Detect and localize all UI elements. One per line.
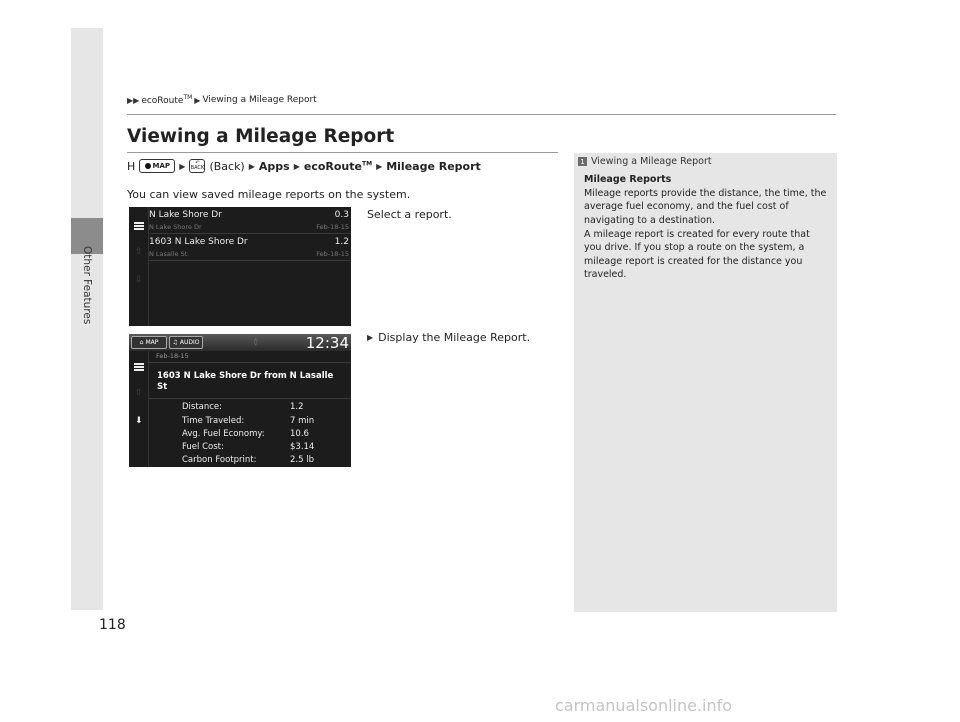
page-number: 118 bbox=[99, 617, 126, 633]
report-row[interactable]: 1603 N Lake Shore Dr N Lasalle St 1.2 Feb-18-15 bbox=[149, 234, 351, 261]
divider bbox=[149, 362, 351, 363]
note-heading: 1 Viewing a Mileage Report bbox=[578, 156, 712, 167]
stat-value: 2.5 lb bbox=[290, 455, 314, 465]
left-rail bbox=[129, 207, 149, 326]
report-date: Feb-18-15 bbox=[156, 352, 189, 360]
left-rail bbox=[129, 351, 149, 467]
scroll-down-icon[interactable]: ⬇ bbox=[135, 416, 143, 426]
back-button-icon: ↶ BACK bbox=[190, 160, 205, 171]
arrow-icon: ▶ bbox=[367, 333, 374, 342]
scroll-down-icon: ⇩ bbox=[135, 275, 143, 285]
stat-value: 1.2 bbox=[290, 402, 304, 412]
back-text: (Back) bbox=[209, 159, 245, 173]
stat-label: Time Traveled: bbox=[182, 416, 245, 426]
mileage-report-label: Mileage Report bbox=[386, 159, 481, 173]
map-button[interactable]: ⌂ MAP bbox=[131, 336, 167, 349]
scroll-up-icon: ⇧ bbox=[135, 388, 143, 398]
menu-icon[interactable] bbox=[134, 363, 144, 371]
arrow-icon: ▶ bbox=[248, 161, 255, 171]
stat-label: Fuel Cost: bbox=[182, 442, 224, 452]
home-icon: H bbox=[127, 159, 136, 173]
note-number: 1 bbox=[578, 157, 587, 166]
breadcrumb-part2: Viewing a Mileage Report bbox=[202, 95, 317, 105]
stat-value: 10.6 bbox=[290, 429, 309, 439]
report-title: 1603 N Lake Shore Dr from N Lasalle St bbox=[157, 371, 334, 392]
stat-label: Avg. Fuel Economy: bbox=[182, 429, 265, 439]
nav-path bbox=[127, 158, 481, 174]
intro-text: You can view saved mileage reports on the system. bbox=[127, 188, 411, 201]
divider bbox=[149, 398, 351, 399]
arrow-icon: ▶ bbox=[376, 161, 383, 171]
breadcrumb-arrow-icon: ▶▶ bbox=[127, 95, 140, 105]
arrow-icon: ▶ bbox=[179, 161, 186, 171]
scroll-up-icon: ⇧ bbox=[135, 247, 143, 257]
note-paragraph-2: A mileage report is created for every route that you drive. If you stop a route on the system, a mileage report is created for the distance you traveled. bbox=[584, 229, 810, 281]
top-bar bbox=[129, 334, 351, 351]
step-select-report: Select a report. bbox=[367, 208, 452, 221]
breadcrumb-arrow-icon: ▶ bbox=[194, 95, 201, 105]
note-paragraph-1: Mileage reports provide the distance, the time, the average fuel economy, and the fuel cost of navigating to a destination. bbox=[584, 188, 827, 226]
page-title: Viewing a Mileage Report bbox=[127, 126, 395, 147]
stat-value: $3.14 bbox=[290, 442, 315, 452]
stat-value: 7 min bbox=[290, 416, 315, 426]
ecoroute-label: ecoRoute™ bbox=[303, 159, 373, 173]
breadcrumb-part1: ecoRoute™ bbox=[141, 94, 193, 106]
breadcrumb bbox=[127, 94, 317, 106]
status-icon: ◊ bbox=[254, 338, 258, 346]
menu-icon bbox=[134, 222, 144, 230]
watermark: carmanualsonline.info bbox=[555, 696, 733, 715]
map-button-icon: MAP bbox=[139, 159, 175, 173]
apps-label: Apps bbox=[258, 159, 290, 173]
clock: 12:34 bbox=[305, 334, 349, 352]
audio-button[interactable]: ♫ AUDIO bbox=[169, 336, 203, 349]
stat-label: Distance: bbox=[182, 402, 223, 412]
report-row[interactable]: N Lake Shore Dr N Lake Shore Dr 0.3 Feb-18-15 bbox=[149, 207, 351, 234]
report-list-screen bbox=[129, 207, 351, 326]
mileage-report-screen bbox=[129, 334, 351, 467]
arrow-icon: ▶ bbox=[293, 161, 300, 171]
stat-label: Carbon Footprint: bbox=[182, 455, 257, 465]
header-divider bbox=[127, 114, 836, 115]
step-display-report: ▶ Display the Mileage Report. bbox=[367, 331, 531, 344]
title-divider bbox=[127, 152, 558, 153]
side-tab-label: Other Features bbox=[81, 246, 93, 325]
note-subheading: Mileage Reports bbox=[584, 174, 672, 185]
